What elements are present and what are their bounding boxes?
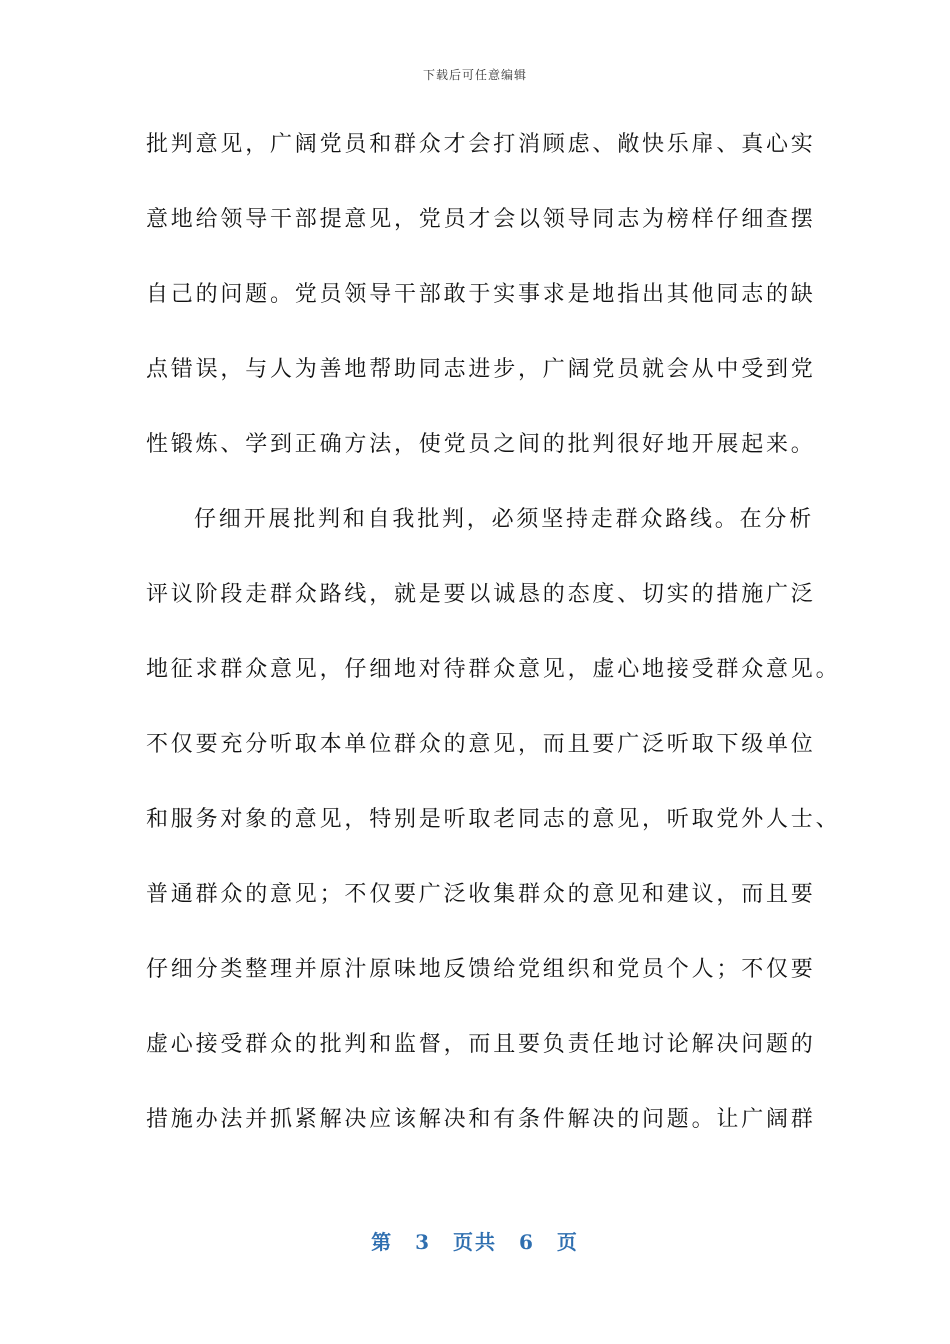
text-line: 虚心接受群众的批判和监督，而且要负责任地讨论解决问题的: [146, 1032, 816, 1057]
text-line: 普通群众的意见；不仅要广泛收集群众的意见和建议，而且要: [146, 882, 816, 907]
text-line: 地征求群众意见，仔细地对待群众意见，虚心地接受群众意见。: [146, 657, 841, 682]
text-line: 和服务对象的意见，特别是听取老同志的意见，听取党外人士、: [146, 807, 841, 832]
text-line: 不仅要充分听取本单位群众的意见，而且要广泛听取下级单位: [146, 732, 816, 757]
text-line: 自己的问题。党员领导干部敢于实事求是地指出其他同志的缺: [146, 282, 816, 307]
page-header: 下载后可任意编辑: [422, 68, 527, 82]
text-line: 点错误，与人为善地帮助同志进步，广阔党员就会从中受到党: [146, 357, 816, 382]
text-line: 仔细分类整理并原汁原味地反馈给党组织和党员个人；不仅要: [146, 957, 816, 982]
page-footer: [0, 1226, 950, 1255]
text-line: 评议阶段走群众路线，就是要以诚恳的态度、切实的措施广泛: [146, 582, 816, 607]
text-line: 批判意见，广阔党员和群众才会打消顾虑、敞快乐扉、真心实: [146, 132, 816, 157]
page-number: 3: [415, 1230, 431, 1254]
page-suffix: 页: [556, 1230, 579, 1254]
text-line: 意地给领导干部提意见，党员才会以领导同志为榜样仔细查摆: [146, 207, 816, 232]
page-middle: 页共: [453, 1230, 497, 1254]
text-line: 措施办法并抓紧解决应该解决和有条件解决的问题。让广阔群: [146, 1107, 816, 1132]
page-total: 6: [519, 1230, 535, 1254]
page-prefix: 第: [371, 1230, 394, 1254]
text-line: 仔细开展批判和自我批判，必须坚持走群众路线。在分析: [194, 507, 815, 532]
text-line: 性锻炼、学到正确方法，使党员之间的批判很好地开展起来。: [146, 432, 816, 457]
